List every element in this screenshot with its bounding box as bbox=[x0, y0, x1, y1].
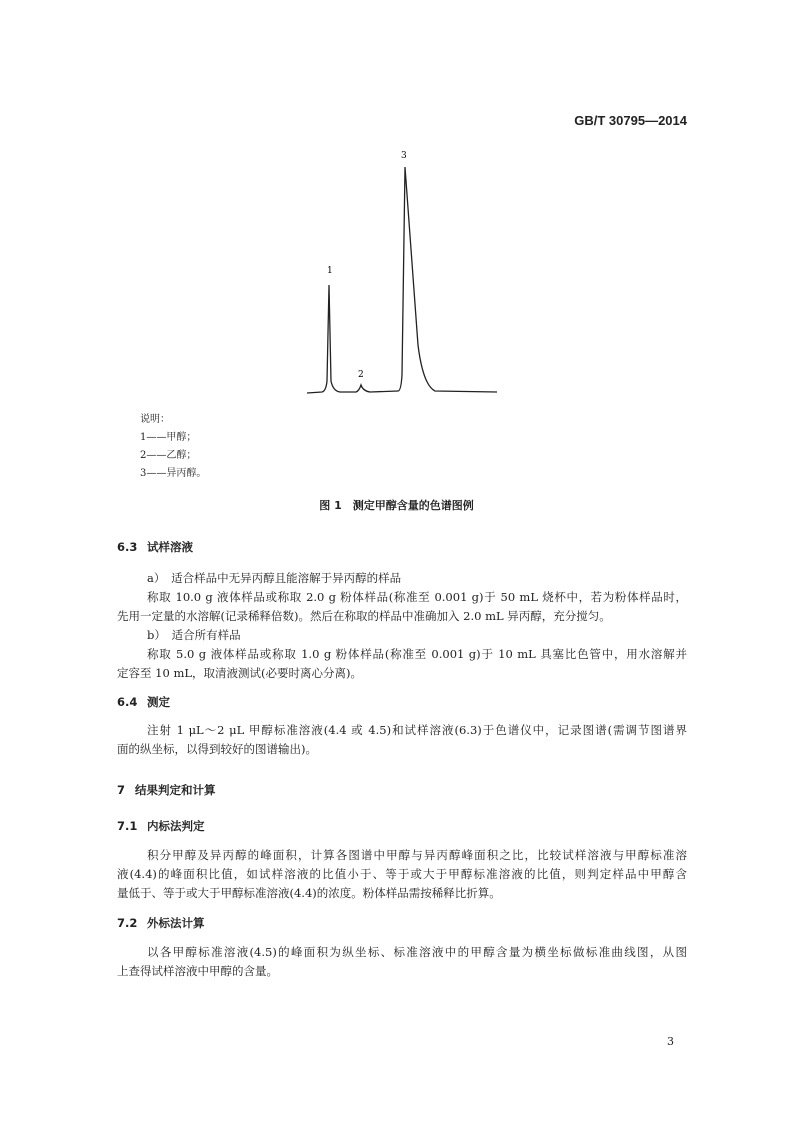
page-number: 3 bbox=[667, 1035, 674, 1048]
section-heading-7-1: 7.1 内标法判定 bbox=[117, 819, 205, 833]
item-b-label: b） 适合所有样品 bbox=[147, 628, 241, 642]
section-7-1-paragraph: 积分甲醇及异丙醇的峰面积，计算各图谱中甲醇与异丙醇峰面积之比，比较试样溶液与甲醇标准溶 液(4.4)的峰面积比值，如试样溶液的比值小于、等于或大于甲醇标准溶液的比值，则判定样品中甲醇含 量低于、等于或大于甲醇标准溶液(4.4)的浓度。粉体样品需按稀释比折算。 bbox=[117, 848, 687, 900]
section-heading-6-4: 6.4 测定 bbox=[117, 695, 170, 709]
section-7-2-paragraph: 以各甲醇标准溶液(4.5)的峰面积为纵坐标、标准溶液中的甲醇含量为横坐标做标准曲线图，从图 上查得试样溶液中甲醇的含量。 bbox=[117, 945, 687, 978]
item-a-label: a） 适合样品中无异丙醇且能溶解于异丙醇的样品 bbox=[147, 571, 402, 585]
legend-item: 2——乙醇； bbox=[140, 450, 197, 461]
legend-item: 3——异丙醇。 bbox=[140, 468, 207, 479]
section-heading-7: 7 结果判定和计算 bbox=[117, 783, 216, 797]
figure-caption: 图 1 测定甲醇含量的色谱图例 bbox=[319, 499, 474, 512]
standard-number: GB/T 30795—2014 bbox=[574, 113, 687, 128]
legend-title: 说明： bbox=[140, 414, 170, 425]
item-b-paragraph: 称取 5.0 g 液体样品或称取 1.0 g 粉体样品(称准至 0.001 g)于 10 mL 具塞比色管中，用水溶解并 定容至 10 mL，取清液测试(必要时离心分离)。 bbox=[117, 647, 687, 680]
section-heading-7-2: 7.2 外标法计算 bbox=[117, 916, 205, 930]
chromatogram bbox=[300, 145, 510, 405]
peak-label-2: 2 bbox=[358, 370, 364, 380]
peak-label-1: 1 bbox=[327, 266, 333, 276]
item-a-paragraph: 称取 10.0 g 液体样品或称取 2.0 g 粉体样品(称准至 0.001 g)于 50 mL 烧杯中，若为粉体样品时， 先用一定量的水溶解(记录稀释倍数)。然后在称取的样品中准确加入 2.0 mL 异丙醇，充分搅匀。 bbox=[117, 590, 687, 623]
legend-item: 1——甲醇； bbox=[140, 432, 197, 443]
section-heading-6-3: 6.3 试样溶液 bbox=[117, 540, 193, 554]
section-6-4-paragraph: 注射 1 μL～2 μL 甲醇标准溶液(4.4 或 4.5)和试样溶液(6.3)于色谱仪中，记录图谱(需调节图谱界 面的纵坐标，以得到较好的图谱输出)。 bbox=[117, 723, 687, 756]
figure-legend bbox=[140, 411, 206, 483]
chromatogram-trace bbox=[307, 167, 497, 393]
peak-label-3: 3 bbox=[401, 151, 407, 161]
